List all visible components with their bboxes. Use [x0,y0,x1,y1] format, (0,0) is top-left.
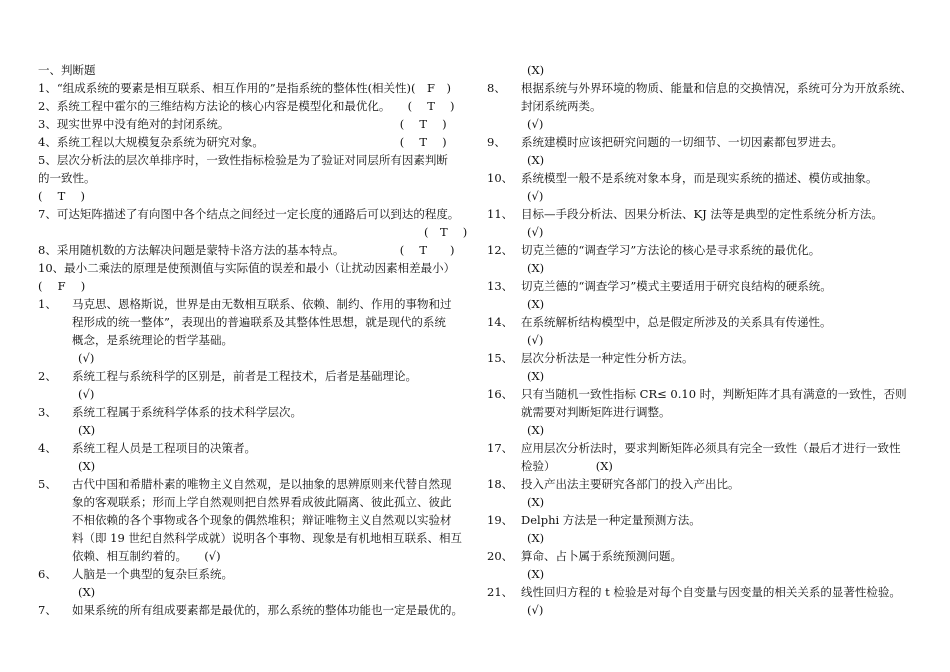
item-number: 4、 [38,441,57,455]
text-line: 8、采用随机数的方法解决问题是蒙特卡洛方法的基本特点。 ( T ) [38,243,455,257]
text-line: (X) [527,63,545,77]
text-line: 应用层次分析法时，要求判断矩阵必须具有完全一致性（最后才进行一致性 [521,441,901,455]
text-line: 2、系统工程中霍尔的三维结构方法论的核心内容是模型化和最优化。 ( T ) [38,99,455,113]
text-line: 检验） (X) [521,459,613,473]
text-line: 程形成的统一整体”，表现出的普遍联系及其整体性思想，就是现代的系统 [72,315,446,329]
item-number: 19、 [487,513,514,527]
text-line: 10、最小二乘法的原理是使预测值与实际值的误差和最小（让扰动因素相差最小） [38,261,456,275]
text-line: ( T ) [424,225,468,239]
item-number: 17、 [487,441,514,455]
text-line: 的一致性。 [38,171,96,185]
text-line: (X) [527,297,545,311]
text-line: (X) [78,459,96,473]
item-number: 8、 [487,81,506,95]
text-line: 切克兰德的“调查学习”模式主要适用于研究良结构的硬系统。 [521,279,832,293]
text-line: 线性回归方程的 t 检验是对每个自变量与因变量的相关关系的显著性检验。 [521,585,901,599]
text-line: 系统工程属于系统科学体系的技术科学层次。 [72,405,302,419]
text-line: 不相依赖的各个事物或各个现象的偶然堆积；辩证唯物主义自然观以实验材 [72,513,452,527]
text-line: (√) [527,189,544,203]
text-line: 系统工程与系统科学的区别是，前者是工程技术，后者是基础理论。 [72,369,417,383]
item-number: 13、 [487,279,514,293]
text-line: 切克兰德的“调查学习”方法论的核心是寻求系统的最优化。 [521,243,821,257]
text-line: (√) [527,333,544,347]
item-number: 3、 [38,405,57,419]
text-line: (X) [527,153,545,167]
text-line: 1、“组成系统的要素是相互联系、相互作用的”是指系统的整体性(相关性)( F ) [38,81,451,95]
text-line: 投入产出法主要研究各部门的投入产出比。 [521,477,740,491]
text-line: 人脑是一个典型的复杂巨系统。 [72,567,233,581]
text-line: 3、现实世界中没有绝对的封闭系统。 ( T ) [38,117,447,131]
text-line: ( T ) [38,189,85,203]
text-line: (√) [527,225,544,239]
text-line: (X) [527,369,545,383]
text-line: (√) [78,351,95,365]
item-number: 18、 [487,477,514,491]
item-number: 15、 [487,351,514,365]
text-line: 象的客观联系；形而上学自然观则把自然界看成彼此隔离、彼此孤立、彼此 [72,495,452,509]
text-line: Delphi 方法是一种定量预测方法。 [521,513,701,527]
text-line: 目标—手段分析法、因果分析法、KJ 法等是典型的定性系统分析方法。 [521,207,883,221]
text-line: (X) [527,423,545,437]
text-line: (√) [527,603,544,617]
item-number: 1、 [38,297,57,311]
text-line: 依赖、相互制约着的。 (√) [72,549,221,563]
text-line: 系统模型一般不是系统对象本身，而是现实系统的描述、模仿或抽象。 [521,171,878,185]
text-line: 7、可达矩阵描述了有向图中各个结点之间经过一定长度的通路后可以到达的程度。 [38,207,460,221]
item-number: 11、 [487,207,514,221]
text-line: 概念，是系统理论的哲学基础。 [72,333,233,347]
text-line: 马克思、恩格斯说，世界是由无数相互联系、依赖、制约、作用的事物和过 [72,297,452,311]
text-line: (√) [527,117,544,131]
item-number: 6、 [38,567,57,581]
item-number: 20、 [487,549,514,563]
item-number: 12、 [487,243,514,257]
item-number: 21、 [487,585,514,599]
text-line: 只有当随机一致性指标 CR≤ 0.10 时，判断矩阵才具有满意的一致性，否则 [521,387,907,401]
text-line: 就需要对判断矩阵进行调整。 [521,405,671,419]
item-number: 16、 [487,387,514,401]
item-number: 14、 [487,315,514,329]
text-line: 5、层次分析法的层次单排序时，一致性指标检验是为了验证对同层所有因素判断 [38,153,448,167]
item-number: 9、 [487,135,506,149]
text-line: 如果系统的所有组成要素都是最优的，那么系统的整体功能也一定是最优的。 [72,603,463,617]
item-number: 5、 [38,477,57,491]
text-line: (X) [78,585,96,599]
item-number: 7、 [38,603,57,617]
text-line: 系统工程人员是工程项目的决策者。 [72,441,256,455]
text-line: (X) [527,531,545,545]
text-line: (X) [527,495,545,509]
text-line: 4、系统工程以大规模复杂系统为研究对象。 ( T ) [38,135,447,149]
text-line: (X) [78,423,96,437]
text-line: ( F ) [38,279,86,293]
text-line: (X) [527,261,545,275]
item-number: 2、 [38,369,57,383]
text-line: 根据系统与外界环境的物质、能量和信息的交换情况，系统可分为开放系统、 [521,81,912,95]
text-line: 在系统解析结构模型中，总是假定所涉及的关系具有传递性。 [521,315,832,329]
text-line: 一、判断题 [38,63,96,77]
text-line: 料（即 19 世纪自然科学成就）说明各个事物、现象是有机地相互联系、相互 [72,531,462,545]
item-number: 10、 [487,171,514,185]
text-line: 层次分析法是一种定性分析方法。 [521,351,694,365]
text-line: (X) [527,567,545,581]
text-line: 封闭系统两类。 [521,99,602,113]
text-line: 算命、占卜属于系统预测问题。 [521,549,682,563]
text-line: 系统建模时应该把研究问题的一切细节、一切因素都包罗进去。 [521,135,843,149]
text-line: (√) [78,387,95,401]
text-line: 古代中国和希腊朴素的唯物主义自然观，是以抽象的思辨原则来代替自然现 [72,477,452,491]
